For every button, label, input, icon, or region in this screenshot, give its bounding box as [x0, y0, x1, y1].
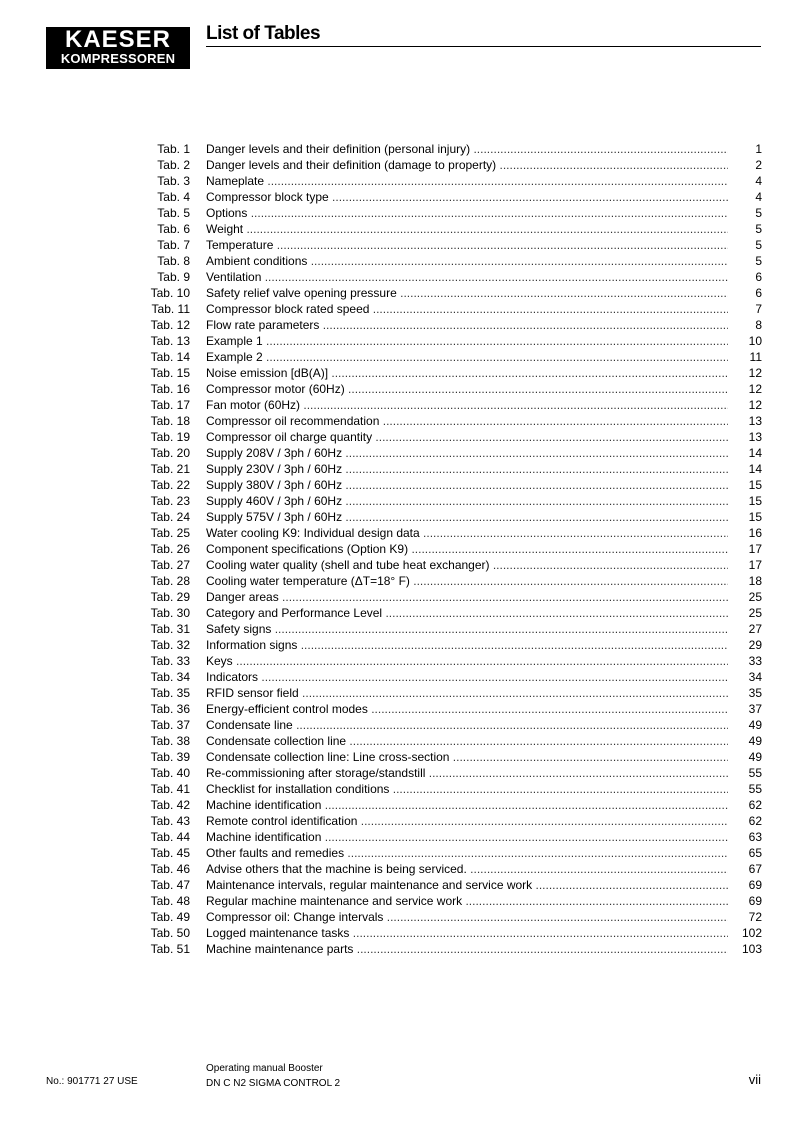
toc-entry[interactable]	[140, 717, 762, 733]
toc-entry[interactable]	[140, 781, 762, 797]
toc-entry-label[interactable]: Machine identification .....	[206, 797, 728, 813]
toc-entry-number: Tab. 38	[150, 734, 190, 748]
toc-entry[interactable]	[140, 477, 762, 493]
toc-entry-label[interactable]: Options .....	[206, 205, 728, 221]
toc-entry[interactable]	[140, 461, 762, 477]
toc-entry-number: Tab. 18	[150, 414, 190, 428]
toc-entry-page: 25	[748, 590, 762, 604]
toc-entry-number: Tab. 8	[157, 254, 190, 268]
toc-entry[interactable]	[140, 797, 762, 813]
toc-entry-number: Tab. 42	[150, 798, 190, 812]
toc-entry-label[interactable]: Keys .....	[206, 653, 728, 669]
toc-entry-number: Tab. 25	[150, 526, 190, 540]
toc-entry[interactable]	[140, 141, 762, 157]
toc-entry[interactable]	[140, 221, 762, 237]
toc-entry-page: 69	[748, 894, 762, 908]
toc-entry-number: Tab. 1	[157, 142, 190, 156]
toc-entry-label[interactable]: Logged maintenance tasks .....	[206, 925, 728, 941]
toc-entry[interactable]	[140, 941, 762, 957]
toc-entry-label[interactable]: Compressor motor (60Hz) .....	[206, 381, 728, 397]
toc-entry-number: Tab. 2	[157, 158, 190, 172]
toc-entry-number: Tab. 20	[150, 446, 190, 460]
toc-entry-page: 15	[748, 494, 762, 508]
toc-entry-label[interactable]: Danger levels and their definition (damage to property) .....	[206, 157, 728, 173]
toc-entry-number: Tab. 51	[150, 942, 190, 956]
toc-entry-label[interactable]: Flow rate parameters .....	[206, 317, 728, 333]
toc-entry-page: 55	[748, 766, 762, 780]
toc-entry[interactable]	[140, 285, 762, 301]
toc-entry-page: 37	[748, 702, 762, 716]
toc-entry[interactable]	[140, 365, 762, 381]
toc-entry[interactable]	[140, 845, 762, 861]
toc-entry[interactable]	[140, 429, 762, 445]
toc-entry-label[interactable]: Re-commissioning after storage/standstill .....	[206, 765, 728, 781]
toc-entry-number: Tab. 32	[150, 638, 190, 652]
toc-entry-page: 35	[748, 686, 762, 700]
toc-entry-label[interactable]: Supply 230V / 3ph / 60Hz .....	[206, 461, 728, 477]
toc-entry-page: 103	[741, 942, 762, 956]
toc-entry-page: 5	[755, 206, 762, 220]
toc-entry-number: Tab. 34	[150, 670, 190, 684]
toc-entry[interactable]	[140, 349, 762, 365]
toc-entry-number: Tab. 26	[150, 542, 190, 556]
toc-entry-number: Tab. 50	[150, 926, 190, 940]
toc-entry-page: 49	[748, 734, 762, 748]
toc-entry[interactable]	[140, 525, 762, 541]
kaeser-logo	[46, 27, 190, 69]
toc-entry-page: 69	[748, 878, 762, 892]
toc-entry-label[interactable]: Supply 208V / 3ph / 60Hz .....	[206, 445, 728, 461]
toc-entry-page: 18	[748, 574, 762, 588]
toc-entry-label[interactable]: Safety signs .....	[206, 621, 728, 637]
toc-entry[interactable]	[140, 509, 762, 525]
toc-entry[interactable]	[140, 493, 762, 509]
toc-entry-number: Tab. 45	[150, 846, 190, 860]
toc-entry[interactable]	[140, 333, 762, 349]
toc-entry-label[interactable]: Compressor block rated speed .....	[206, 301, 728, 317]
toc-entry-page: 15	[748, 478, 762, 492]
toc-entry-page: 49	[748, 750, 762, 764]
toc-entry[interactable]	[140, 749, 762, 765]
toc-entry-page: 2	[755, 158, 762, 172]
toc-entry-number: Tab. 40	[150, 766, 190, 780]
toc-entry-page: 27	[748, 622, 762, 636]
toc-entry-page: 8	[755, 318, 762, 332]
toc-entry-number: Tab. 4	[157, 190, 190, 204]
toc-entry-page: 25	[748, 606, 762, 620]
toc-entry-label[interactable]: Component specifications (Option K9) .....	[206, 541, 728, 557]
toc-entry[interactable]	[140, 925, 762, 941]
toc-entry-label[interactable]: Noise emission [dB(A)] .....	[206, 365, 728, 381]
toc-entry-label[interactable]: Compressor oil: Change intervals .....	[206, 909, 728, 925]
toc-entry[interactable]	[140, 445, 762, 461]
toc-entry-number: Tab. 31	[150, 622, 190, 636]
toc-entry-page: 67	[748, 862, 762, 876]
toc-entry-label[interactable]: Compressor block type .....	[206, 189, 728, 205]
toc-entry-label[interactable]: Example 1 .....	[206, 333, 728, 349]
toc-entry-page: 34	[748, 670, 762, 684]
toc-entry[interactable]	[140, 605, 762, 621]
toc-entry-label[interactable]: Supply 380V / 3ph / 60Hz .....	[206, 477, 728, 493]
toc-entry-label[interactable]: Remote control identification .....	[206, 813, 728, 829]
toc-entry[interactable]	[140, 413, 762, 429]
toc-entry-label[interactable]: Danger areas .....	[206, 589, 728, 605]
toc-entry[interactable]	[140, 301, 762, 317]
toc-entry-number: Tab. 7	[157, 238, 190, 252]
toc-entry-number: Tab. 6	[157, 222, 190, 236]
toc-entry-page: 10	[748, 334, 762, 348]
toc-entry-page: 63	[748, 830, 762, 844]
toc-entry-label[interactable]: Cooling water temperature (ΔT=18° F) .....	[206, 573, 728, 589]
toc-entry-page: 4	[755, 190, 762, 204]
toc-entry-label[interactable]: Fan motor (60Hz) .....	[206, 397, 728, 413]
toc-entry[interactable]	[140, 637, 762, 653]
toc-entry-label[interactable]: Example 2 .....	[206, 349, 728, 365]
toc-entry-page: 15	[748, 510, 762, 524]
toc-entry-number: Tab. 47	[150, 878, 190, 892]
toc-entry-number: Tab. 16	[150, 382, 190, 396]
toc-entry-number: Tab. 46	[150, 862, 190, 876]
toc-entry-page: 4	[755, 174, 762, 188]
toc-entry-page: 62	[748, 798, 762, 812]
toc-entry-page: 49	[748, 718, 762, 732]
toc-entry-number: Tab. 10	[150, 286, 190, 300]
toc-entry-page: 72	[748, 910, 762, 924]
logo-brand: KAESER	[64, 26, 172, 53]
toc-entry-label[interactable]: Information signs .....	[206, 637, 728, 653]
toc-entry-page: 12	[748, 382, 762, 396]
toc-entry-page: 17	[748, 542, 762, 556]
toc-entry-number: Tab. 9	[157, 270, 190, 284]
toc-entry-label[interactable]: Energy-efficient control modes .....	[206, 701, 728, 717]
toc-entry[interactable]	[140, 205, 762, 221]
toc-entry-label[interactable]: Compressor oil recommendation .....	[206, 413, 728, 429]
toc-entry-label[interactable]: Ambient conditions .....	[206, 253, 728, 269]
toc-entry-label[interactable]: Condensate collection line: Line cross-section .....	[206, 749, 728, 765]
toc-entry-label[interactable]: Condensate line .....	[206, 717, 728, 733]
toc-entry-page: 65	[748, 846, 762, 860]
page-title: List of Tables	[206, 23, 321, 44]
toc-entry-number: Tab. 37	[150, 718, 190, 732]
toc-entry-number: Tab. 17	[150, 398, 190, 412]
toc-entry-page: 62	[748, 814, 762, 828]
manual-model: DN C N2 SIGMA CONTROL 2	[206, 1078, 341, 1089]
toc-entry-page: 6	[755, 286, 762, 300]
title-divider	[206, 46, 761, 47]
toc-entry[interactable]	[140, 541, 762, 557]
toc-entry[interactable]	[140, 829, 762, 845]
toc-entry-page: 5	[755, 238, 762, 252]
list-of-tables	[140, 141, 762, 957]
toc-entry-page: 6	[755, 270, 762, 284]
toc-entry-label[interactable]: Other faults and remedies .....	[206, 845, 728, 861]
toc-entry-label[interactable]: Temperature .....	[206, 237, 728, 253]
toc-entry-page: 102	[741, 926, 762, 940]
toc-entry-number: Tab. 41	[150, 782, 190, 796]
toc-entry-label[interactable]: RFID sensor field .....	[206, 685, 728, 701]
toc-entry[interactable]	[140, 157, 762, 173]
toc-entry-page: 14	[748, 446, 762, 460]
toc-entry-number: Tab. 49	[150, 910, 190, 924]
toc-entry-number: Tab. 43	[150, 814, 190, 828]
toc-entry-number: Tab. 35	[150, 686, 190, 700]
toc-entry-page: 17	[748, 558, 762, 572]
toc-entry-page: 5	[755, 254, 762, 268]
document-number: No.: 901771 27 USE	[46, 1076, 138, 1087]
toc-entry-label[interactable]: Regular machine maintenance and service work .....	[206, 893, 728, 909]
toc-entry-page: 14	[748, 462, 762, 476]
toc-entry-number: Tab. 3	[157, 174, 190, 188]
toc-entry[interactable]	[140, 813, 762, 829]
toc-entry-label[interactable]: Cooling water quality (shell and tube heat exchanger) .....	[206, 557, 728, 573]
toc-entry-label[interactable]: Condensate collection line .....	[206, 733, 728, 749]
toc-entry-number: Tab. 12	[150, 318, 190, 332]
toc-entry-number: Tab. 24	[150, 510, 190, 524]
toc-entry[interactable]	[140, 589, 762, 605]
toc-entry[interactable]	[140, 173, 762, 189]
toc-entry-label[interactable]: Machine identification .....	[206, 829, 728, 845]
toc-entry-number: Tab. 28	[150, 574, 190, 588]
toc-entry-page: 1	[755, 142, 762, 156]
toc-entry[interactable]	[140, 397, 762, 413]
toc-entry[interactable]	[140, 893, 762, 909]
toc-entry-number: Tab. 13	[150, 334, 190, 348]
toc-entry[interactable]	[140, 669, 762, 685]
toc-entry[interactable]	[140, 701, 762, 717]
manual-title: Operating manual Booster	[206, 1063, 323, 1074]
toc-entry[interactable]	[140, 189, 762, 205]
toc-entry-page: 7	[755, 302, 762, 316]
toc-entry[interactable]	[140, 653, 762, 669]
toc-entry[interactable]	[140, 765, 762, 781]
toc-entry[interactable]	[140, 621, 762, 637]
manual-info	[206, 1061, 340, 1091]
toc-entry-label[interactable]: Ventilation .....	[206, 269, 728, 285]
toc-entry[interactable]	[140, 381, 762, 397]
toc-entry-label[interactable]: Nameplate .....	[206, 173, 728, 189]
toc-entry-page: 13	[748, 430, 762, 444]
toc-entry-label[interactable]: Category and Performance Level .....	[206, 605, 728, 621]
toc-entry[interactable]	[140, 269, 762, 285]
toc-entry-number: Tab. 19	[150, 430, 190, 444]
toc-entry-label[interactable]: Water cooling K9: Individual design data .....	[206, 525, 728, 541]
toc-entry-number: Tab. 21	[150, 462, 190, 476]
toc-entry-number: Tab. 48	[150, 894, 190, 908]
toc-entry-label[interactable]: Safety relief valve opening pressure .....	[206, 285, 728, 301]
toc-entry-number: Tab. 11	[151, 302, 190, 316]
toc-entry-number: Tab. 23	[150, 494, 190, 508]
toc-entry-page: 12	[748, 366, 762, 380]
logo-subtitle: KOMPRESSOREN	[60, 51, 176, 66]
toc-entry-label[interactable]: Machine maintenance parts .....	[206, 941, 728, 957]
toc-entry-number: Tab. 36	[150, 702, 190, 716]
toc-entry-label[interactable]: Advise others that the machine is being serviced. .....	[206, 861, 728, 877]
toc-entry-page: 16	[748, 526, 762, 540]
toc-entry-number: Tab. 22	[150, 478, 190, 492]
toc-entry-number: Tab. 33	[150, 654, 190, 668]
toc-entry-page: 11	[749, 350, 762, 364]
toc-entry[interactable]	[140, 733, 762, 749]
toc-entry-page: 13	[748, 414, 762, 428]
toc-entry[interactable]	[140, 557, 762, 573]
toc-entry-number: Tab. 27	[150, 558, 190, 572]
toc-entry-number: Tab. 14	[150, 350, 190, 364]
toc-entry-page: 33	[748, 654, 762, 668]
toc-entry[interactable]	[140, 317, 762, 333]
toc-entry[interactable]	[140, 253, 762, 269]
toc-entry-label[interactable]: Weight .....	[206, 221, 728, 237]
toc-entry-page: 55	[748, 782, 762, 796]
toc-entry-number: Tab. 44	[150, 830, 190, 844]
toc-entry-label[interactable]: Checklist for installation conditions .....	[206, 781, 728, 797]
toc-entry-number: Tab. 39	[150, 750, 190, 764]
toc-entry[interactable]	[140, 237, 762, 253]
toc-entry[interactable]	[140, 877, 762, 893]
toc-entry-label[interactable]: Indicators .....	[206, 669, 728, 685]
toc-entry-label[interactable]: Supply 575V / 3ph / 60Hz .....	[206, 509, 728, 525]
toc-entry-label[interactable]: Danger levels and their definition (personal injury) .....	[206, 141, 728, 157]
toc-entry-page: 12	[748, 398, 762, 412]
toc-entry-number: Tab. 15	[150, 366, 190, 380]
page-number: vii	[748, 1072, 761, 1087]
toc-entry-page: 29	[748, 638, 762, 652]
toc-entry[interactable]	[140, 861, 762, 877]
toc-entry-number: Tab. 29	[150, 590, 190, 604]
toc-entry[interactable]	[140, 573, 762, 589]
toc-entry-page: 5	[755, 222, 762, 236]
toc-entry[interactable]	[140, 685, 762, 701]
toc-entry-label[interactable]: Supply 460V / 3ph / 60Hz .....	[206, 493, 728, 509]
toc-entry-number: Tab. 5	[157, 206, 190, 220]
toc-entry-number: Tab. 30	[150, 606, 190, 620]
toc-entry-label[interactable]: Maintenance intervals, regular maintenance and service work .....	[206, 877, 728, 893]
toc-entry[interactable]	[140, 909, 762, 925]
toc-entry-label[interactable]: Compressor oil charge quantity .....	[206, 429, 728, 445]
